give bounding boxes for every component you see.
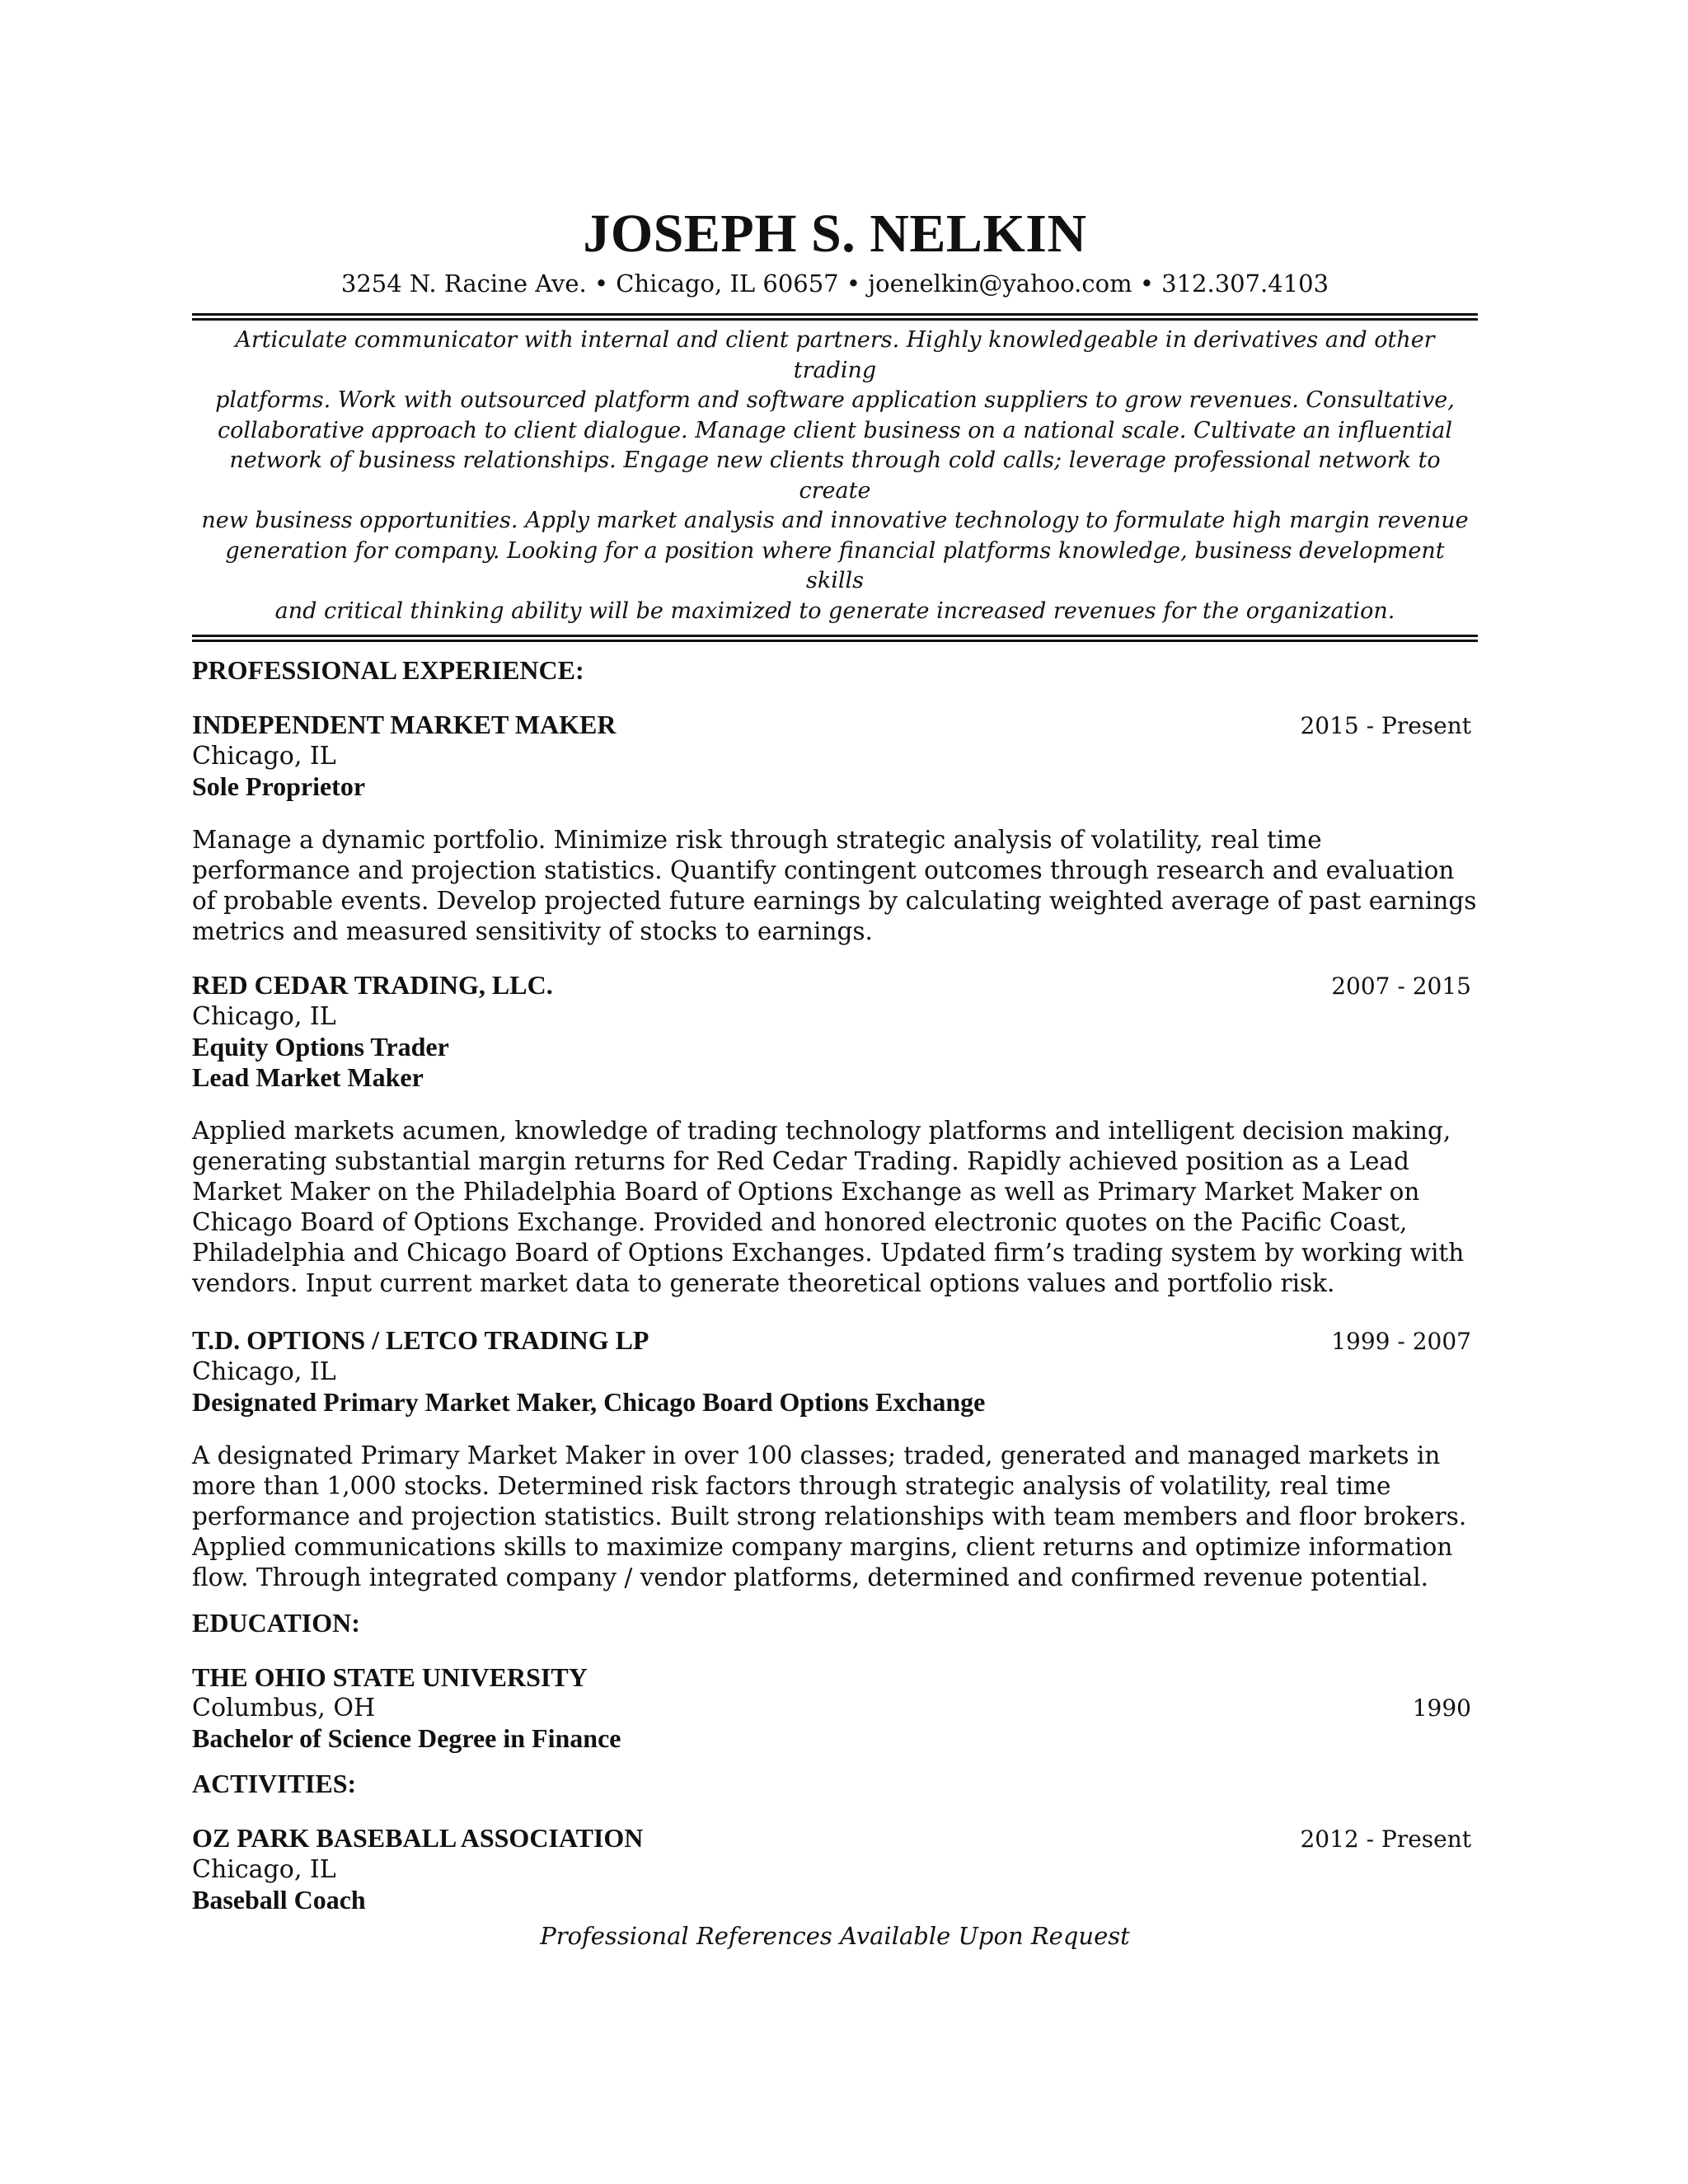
education-year: 1990 [1412,1694,1471,1722]
summary-line: network of business relationships. Engage new clients through cold calls; leverage professional network to create [229,448,1441,504]
job-header [192,1325,1478,1357]
summary-block [192,326,1478,626]
job-role: Designated Primary Market Maker, Chicago Board Options Exchange [192,1387,986,1417]
job-description: Manage a dynamic portfolio. Minimize risk through strategic analysis of volatility, real time performance and projection statistics. Quantify contingent outcomes through research and evaluation of probable events. Develop projected future earnings by calculating weighted average of past earnings metrics and measured sensitivity of stocks to earnings. [192,826,1477,945]
job-entry [192,710,1478,947]
job-location: Chicago, IL [192,742,336,771]
top-double-rule [192,313,1478,321]
job-org: T.D. OPTIONS / LETCO TRADING LP [192,1325,649,1355]
job-org: INDEPENDENT MARKET MAKER [192,710,617,739]
summary-line: and critical thinking ability will be maximized to generate increased revenues for the organization. [274,598,1395,624]
activity-org: OZ PARK BASEBALL ASSOCIATION [192,1823,644,1853]
activity-dates: 2012 - Present [1300,1825,1471,1853]
job-description: Applied markets acumen, knowledge of trading technology platforms and intelligent decision making, generating substantial margin returns for Red Cedar Trading. Rapidly achieved position as a Lead Market Maker on the Philadelphia Board of Options Exchange as well as Primary Market Maker on Chicago Board of Options Exchange. Provided and honored electronic quotes on the Pacific Coast, Philadelphia and Chicago Board of Options Exchanges. Updated firm’s trading system by working with vendors. Input current market data to generate theoretical options values and portfolio risk. [192,1117,1465,1297]
job-location: Chicago, IL [192,1002,336,1031]
education-location: Columbus, OH [192,1694,376,1722]
education-org: THE OHIO STATE UNIVERSITY [192,1662,588,1692]
activity-role: Baseball Coach [192,1885,366,1915]
candidate-name: JOSEPH S. NELKIN [583,204,1087,264]
activity-header [192,1823,1478,1854]
summary-line: platforms. Work with outsourced platform and software application suppliers to grow revenues. Consultative, [215,387,1455,413]
job-location: Chicago, IL [192,1357,336,1386]
education-row [192,1693,1478,1723]
summary-line: new business opportunities. Apply market analysis and innovative technology to formulate high margin revenue [201,508,1469,533]
education-entry [192,1662,1478,1754]
activities-heading: ACTIVITIES: [192,1769,357,1798]
job-role: Equity Options Trader [192,1032,449,1062]
job-role: Sole Proprietor [192,771,366,801]
bottom-double-rule [192,635,1478,642]
job-org: RED CEDAR TRADING, LLC. [192,970,553,1000]
references-note: Professional References Available Upon Request [540,1922,1130,1950]
education-degree: Bachelor of Science Degree in Finance [192,1723,621,1753]
job-dates: 2015 - Present [1300,712,1471,739]
job-header [192,970,1478,1001]
job-description: A designated Primary Market Maker in over 100 classes; traded, generated and managed markets in more than 1,000 stocks. Determined risk factors through strategic analysis of volatility, real time performance and projection statistics. Built strong relationships with team members and floor brokers. Applied communications skills to maximize company margins, client returns and optimize information flow. Through integrated company / vendor platforms, determined and confirmed revenue potential. [192,1441,1467,1591]
job-dates: 2007 - 2015 [1331,972,1471,1000]
summary-line: Articulate communicator with internal and client partners. Highly knowledgeable in derivatives and other trading [235,327,1435,383]
activity-entry [192,1823,1478,1915]
job-role: Lead Market Maker [192,1062,424,1092]
summary-line: generation for company. Looking for a position where financial platforms knowledge, business development skills [225,537,1445,593]
summary-line: collaborative approach to client dialogue. Manage client business on a national scale. Cultivate an influential [218,417,1452,443]
job-dates: 1999 - 2007 [1331,1328,1471,1355]
job-entry [192,970,1478,1299]
activity-location: Chicago, IL [192,1855,336,1884]
resume-content [192,204,1478,1952]
job-entry [192,1325,1478,1593]
job-header [192,710,1478,741]
contact-line: 3254 N. Racine Ave. • Chicago, IL 60657 • joenelkin@yahoo.com • 312.307.4103 [340,269,1329,298]
education-heading: EDUCATION: [192,1608,360,1638]
experience-heading: PROFESSIONAL EXPERIENCE: [192,655,584,685]
